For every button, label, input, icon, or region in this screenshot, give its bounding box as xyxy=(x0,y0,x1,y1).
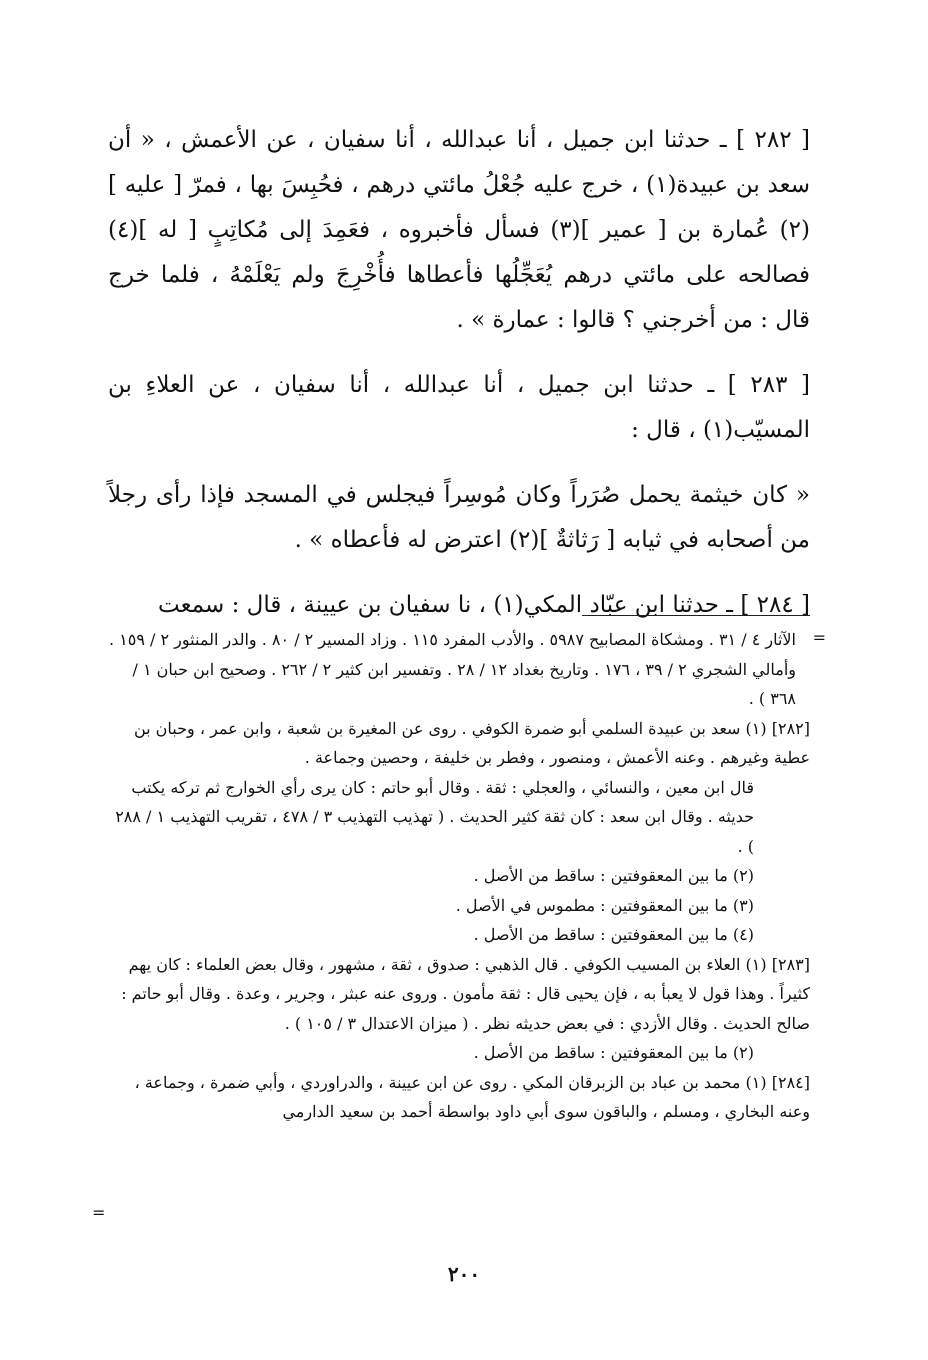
page-number: ٢٠٠ xyxy=(447,1262,481,1286)
footnote-283-2: (٢) ما بين المعقوفتين : ساقط من الأصل . xyxy=(473,1043,754,1062)
continuation-marker: = xyxy=(812,628,826,647)
continues-marker: = xyxy=(92,1203,106,1222)
footnote-282-3: (٣) ما بين المعقوفتين : مطموس في الأصل . xyxy=(455,895,754,915)
hadith-283-matn: « كان خيثمة يحمل صُرَراً وكان مُوسِراً فيجلس في المسجد فإذا رأى رجلاً من أصحابه في ثيابه [ رَثاثةٌ ](٢) اعترض له فأعطاه » . xyxy=(108,482,810,553)
main-text xyxy=(108,118,810,648)
hadith-283-isnad: [ ٢٨٣ ] ـ حدثنا ابن جميل ، أنا عبدالله ، أنا سفيان ، عن العلاءِ بن المسيّب(١) ، قال : xyxy=(108,372,810,443)
hadith-284: [ ٢٨٤ ] ـ حدثنا ابن عبّاد المكي(١) ، نا سفيان بن عيينة ، قال : سمعت xyxy=(158,592,810,618)
footnote-separator xyxy=(582,615,810,616)
footnote-282-1-cont: قال ابن معين ، والنسائي ، والعجلي : ثقة . وقال أبو حاتم : كان يرى رأي الخوارج ثم تركه يكتب حديثه . وقال ابن سعد : كان ثقة كثير الحديث . ( تهذيب التهذيب ٣ / ٤٧٨ ، تقريب التهذيب ١ / ٢٨٨ ) . xyxy=(115,777,754,856)
footnote-282-1: [٢٨٢] (١) سعد بن عبيدة السلمي أبو ضمرة الكوفي . روى عن المغيرة بن شعبة ، وابن عمر ، وحبان بن عطية وغيرهم . وعنه الأعمش ، ومنصور ، وفطر بن خليفة ، وحصين وجماعة . xyxy=(133,718,810,767)
footnote-284-1: [٢٨٤] (١) محمد بن عباد بن الزبرقان المكي . روى عن ابن عيينة ، والدراوردي ، وأبي ضمرة ، وجماعة ، وعنه البخاري ، ومسلم ، والباقون سوى أبي داود بواسطة أحمد بن سعيد الدارمي xyxy=(134,1072,810,1121)
footnote-continuation: الآثار ٤ / ٣١ . ومشكاة المصابيح ٥٩٨٧ . والأدب المفرد ١١٥ . وزاد المسير ٢ / ٨٠ . والدر المنثور ٢ / ١٥٩ . وأمالي الشجري ٢ / ٣٩ ، ١٧٦ . وتاريخ بغداد ١٢ / ٢٨ . وتفسير ابن كثير ٢ / ٢٦٢ . وصحيح ابن حبان ١ / ٣٦٨ ) . xyxy=(108,630,796,708)
footnote-283-1: [٢٨٣] (١) العلاء بن المسيب الكوفي . قال الذهبي : صدوق ، ثقة ، مشهور ، وقال بعض العلماء : كان يهم كثيراً . وهذا قول لا يعبأ به ، فإن يحيى قال : ثقة مأمون . وروى عنه عبثر ، وجرير ، وعدة . وقال أبو حاتم : صالح الحديث . وقال الأزدي : في بعض حديثه نظر . ( ميزان الاعتدال ٣ / ١٠٥ ) . xyxy=(121,954,810,1033)
footnote-282-4: (٤) ما بين المعقوفتين : ساقط من الأصل . xyxy=(473,925,754,944)
footnotes xyxy=(108,625,810,1127)
footnote-282-2: (٢) ما بين المعقوفتين : ساقط من الأصل . xyxy=(473,866,754,885)
hadith-282: [ ٢٨٢ ] ـ حدثنا ابن جميل ، أنا عبدالله ، أنا سفيان ، عن الأعمش ، « أن سعد بن عبيدة(١) ، خرج عليه جُعْلُ مائتي درهم ، فحُبِسَ بها ، فمرّ [ عليه ](٢) عُمارة بن [ عمير ](٣) فسأل فأخبروه ، فعَمِدَ إلى مُكاتِبٍ [ له ](٤) فصالحه على مائتي درهم يُعَجِّلُها فأعطاها فأُخْرِجَ ولم يَعْلَمْهُ ، فلما خرج قال : من أخرجني ؟ قالوا : عمارة » . xyxy=(108,127,810,333)
